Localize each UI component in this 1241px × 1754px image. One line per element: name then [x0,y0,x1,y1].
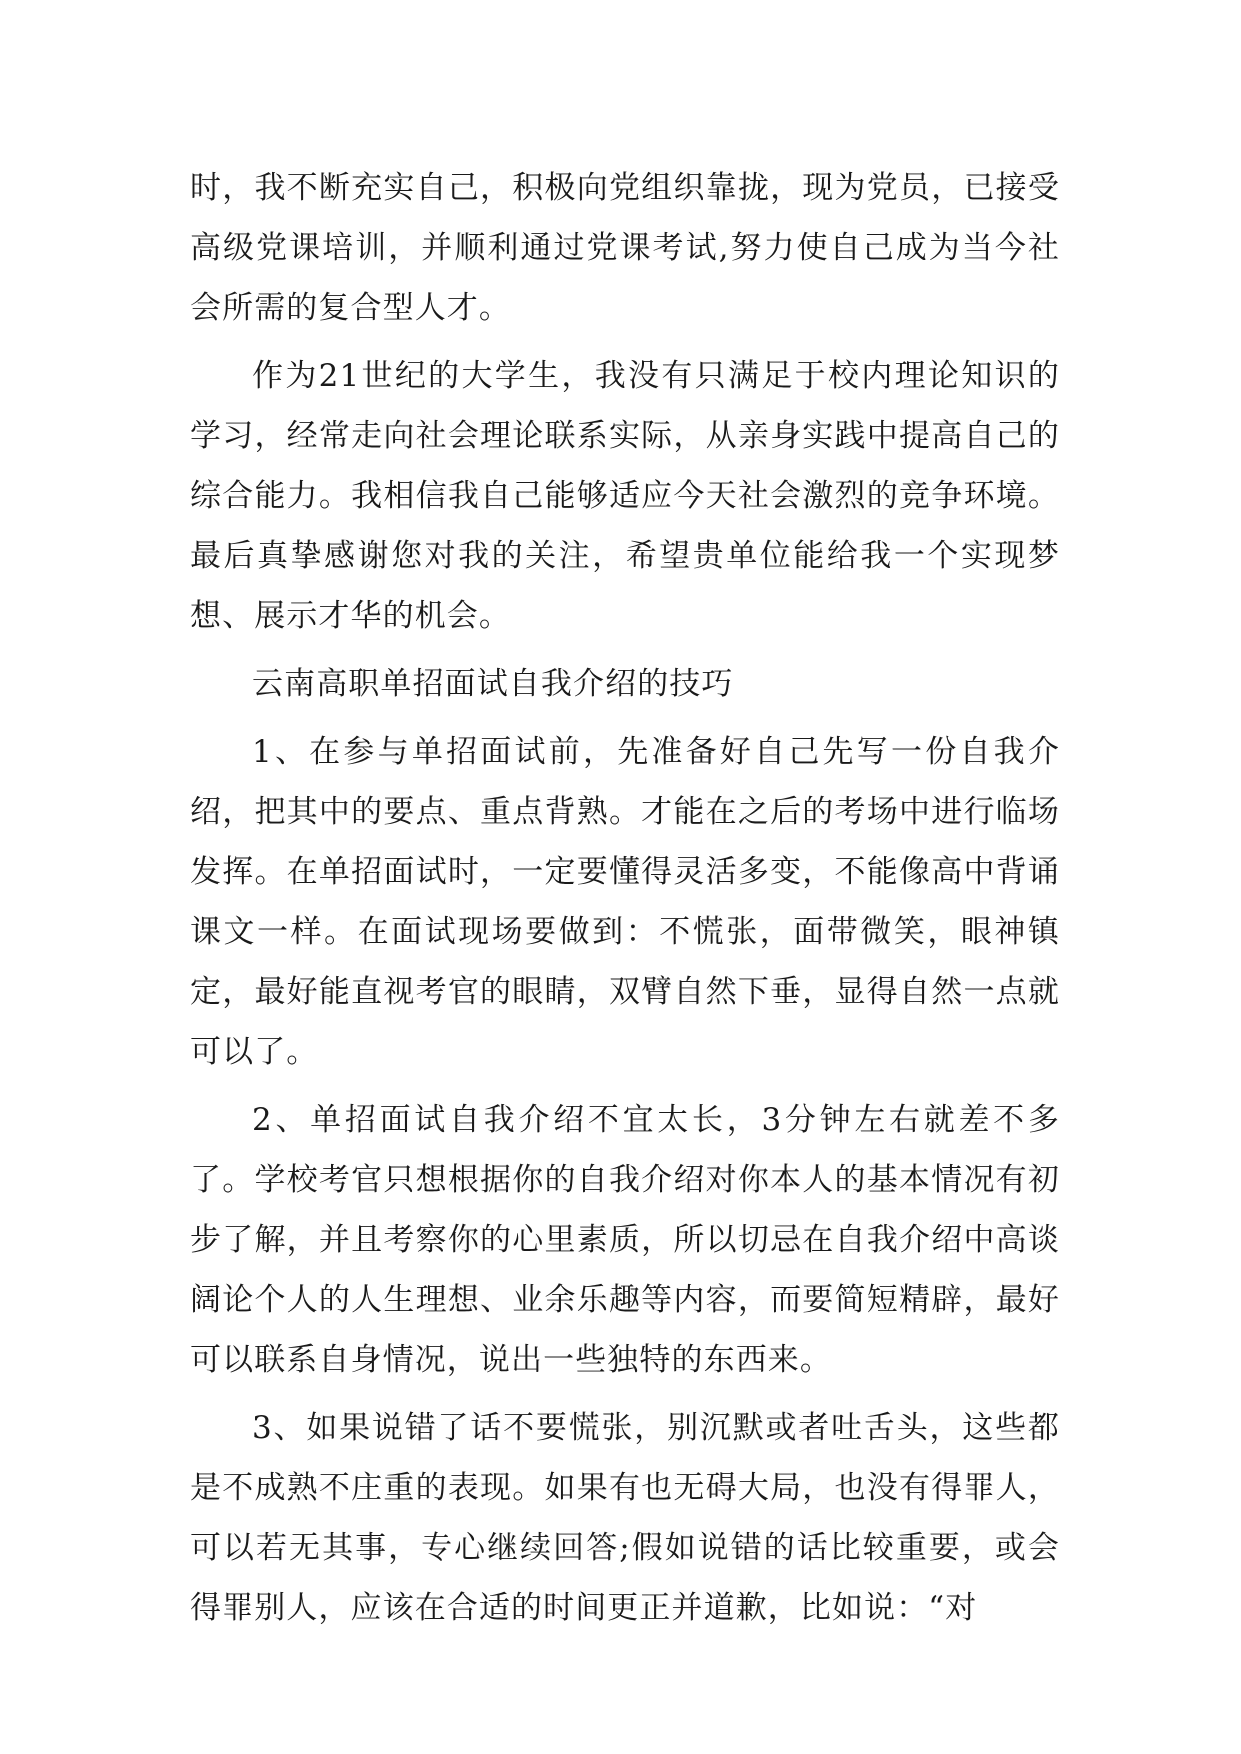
paragraph-tip-3: 3、如果说错了话不要慌张，别沉默或者吐舌头，这些都是不成熟不庄重的表现。如果有也无碍大局，也没有得罪人，可以若无其事，专心继续回答;假如说错的话比较重要，或会得罪别人，应该在合适的时间更正并道歉，比如说：“对 [190,1410,1060,1626]
paragraph-self-summary: 作为21世纪的大学生，我没有只满足于校内理论知识的学习，经常走向社会理论联系实际，从亲身实践中提高自己的综合能力。我相信我自己能够适应今天社会激烈的竞争环境。最后真挚感谢您对我的关注，希望贵单位能给我一个实现梦想、展示才华的机会。 [190,358,1060,634]
paragraph-tip-2: 2、单招面试自我介绍不宜太长，3分钟左右就差不多了。学校考官只想根据你的自我介绍对你本人的基本情况有初步了解，并且考察你的心里素质，所以切忌在自我介绍中高谈阔论个人的人生理想、业余乐趣等内容，而要简短精辟，最好可以联系自身情况，说出一些独特的东西来。 [190,1102,1060,1378]
paragraph-continuation: 时，我不断充实自己，积极向党组织靠拢，现为党员，已接受高级党课培训，并顺利通过党课考试,努力使自己成为当今社会所需的复合型人才。 [190,170,1060,326]
document-body [190,158,1060,1638]
section-heading: 云南高职单招面试自我介绍的技巧 [252,666,734,702]
paragraph-tip-1: 1、在参与单招面试前，先准备好自己先写一份自我介绍，把其中的要点、重点背熟。才能在之后的考场中进行临场发挥。在单招面试时，一定要懂得灵活多变，不能像高中背诵课文一样。在面试现场要做到：不慌张，面带微笑，眼神镇定，最好能直视考官的眼睛，双臂自然下垂，显得自然一点就可以了。 [190,734,1060,1070]
